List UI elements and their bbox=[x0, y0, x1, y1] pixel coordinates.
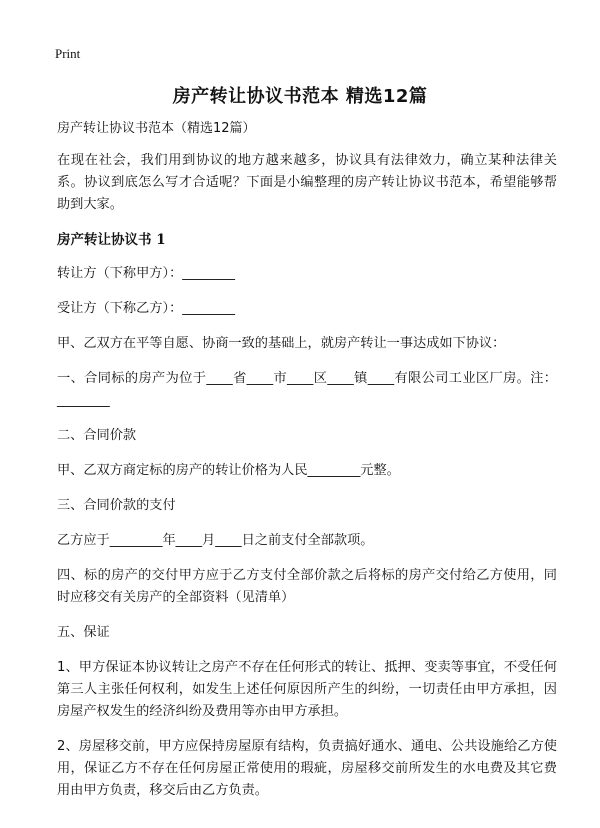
clause-2-heading: 二、合同价款 bbox=[57, 428, 137, 443]
print-link[interactable]: Print bbox=[55, 46, 81, 61]
transferee-line: 受让方（下称乙方）：________ bbox=[57, 301, 236, 316]
clause-2-price: 甲、乙双方商定标的房产的转让价格为人民________元整。 bbox=[57, 463, 400, 478]
clause-3-payment: 乙方应于________年____月____日之前支付全部款项。 bbox=[57, 533, 374, 548]
transferor-line: 转让方（下称甲方）：________ bbox=[57, 266, 236, 281]
clause-1-property: 一、合同标的房产为位于____省____市____区____镇____有限公司工业区厂房。注：________ bbox=[57, 371, 557, 408]
section-heading: 房产转让协议书 1 bbox=[57, 232, 166, 248]
intro-paragraph: 在现在社会，我们用到协议的地方越来越多，协议具有法律效力，确立某种法律关系。协议到底怎么写才合适呢？下面是小编整理的房产转让协议书范本，希望能够帮助到大家。 bbox=[57, 153, 557, 212]
page-title: 房产转让协议书范本 精选12篇 bbox=[172, 86, 428, 107]
clause-5-item-1: 1、甲方保证本协议转让之房产不存在任何形式的转让、抵押、变卖等事宜，不受任何第三人主张任何权利，如发生上述任何原因所产生的纠纷，一切责任由甲方承担，因房屋产权发生的经济纠纷及费用等亦由甲方承担。 bbox=[57, 660, 557, 719]
clause-3-heading: 三、合同价款的支付 bbox=[57, 498, 176, 513]
document-subtitle: 房产转让协议书范本（精选12篇） bbox=[57, 121, 256, 136]
clause-4-delivery: 四、标的房产的交付甲方应于乙方支付全部价款之后将标的房产交付给乙方使用，同时应移交有关房产的全部资料（见清单） bbox=[57, 568, 557, 605]
agreement-preamble: 甲、乙双方在平等自愿、协商一致的基础上，就房产转让一事达成如下协议： bbox=[57, 336, 506, 351]
clause-5-item-2: 2、房屋移交前，甲方应保持房屋原有结构，负责搞好通水、通电、公共设施给乙方使用，保证乙方不存在任何房屋正常使用的瑕疵，房屋移交前所发生的水电费及其它费用由甲方负责，移交后由乙方负责。 bbox=[57, 739, 557, 798]
clause-5-heading: 五、保证 bbox=[57, 625, 110, 640]
document-body bbox=[57, 118, 557, 815]
